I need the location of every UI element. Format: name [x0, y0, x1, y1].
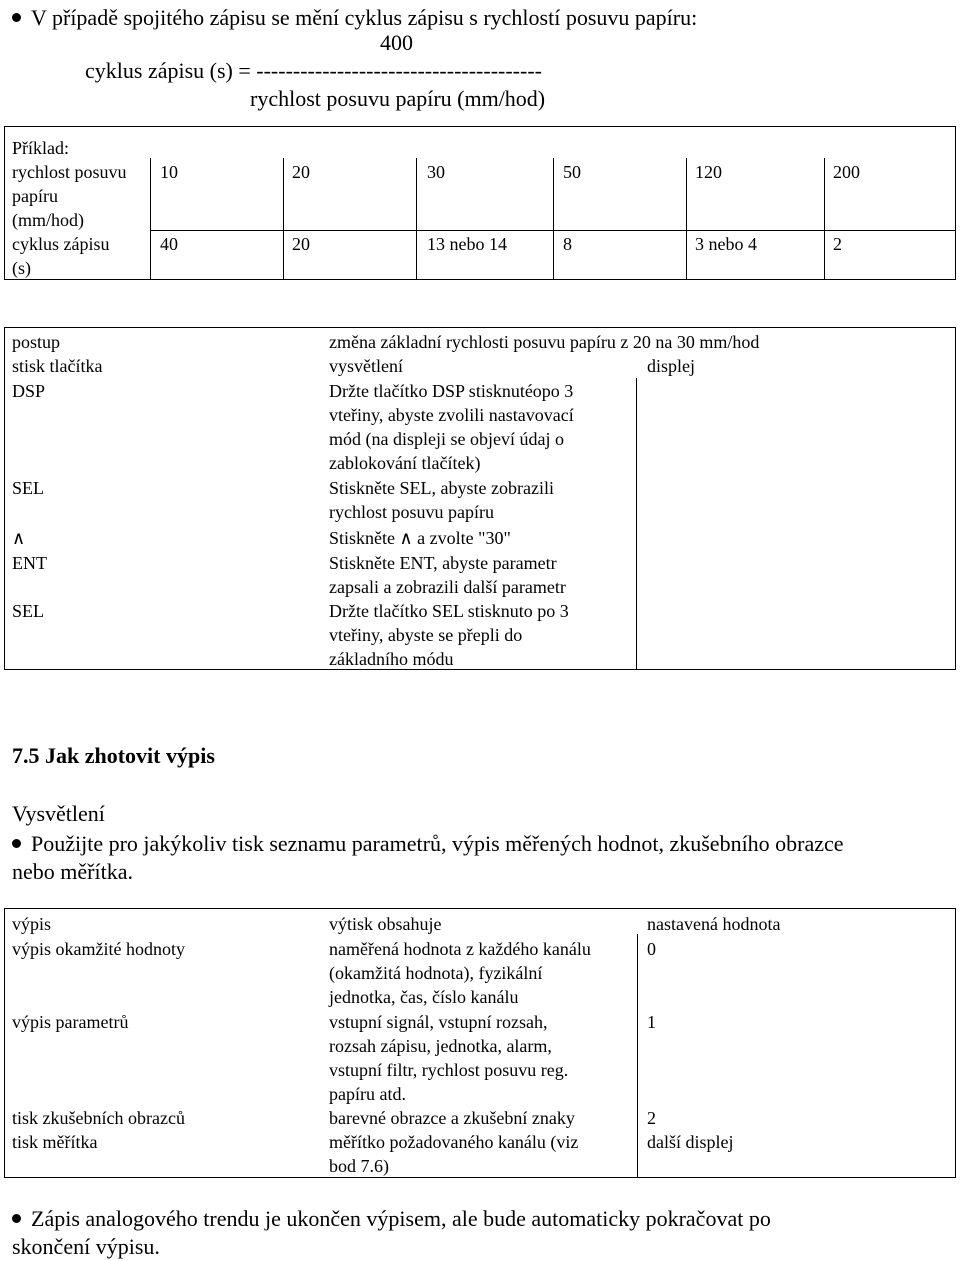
output-text: bod 7.6): [329, 1156, 389, 1176]
speed-value: 10: [160, 162, 178, 182]
speed-value: 200: [833, 162, 860, 182]
output-text: naměřená hodnota z každého kanálu: [329, 939, 591, 959]
step-text: mód (na displeji se objeví údaj o: [329, 429, 564, 449]
section-bullet: [12, 830, 844, 858]
final-bullet: [12, 1205, 771, 1233]
step-key-ent: ENT: [12, 553, 47, 573]
output-text: měřítko požadovaného kanálu (viz: [329, 1132, 579, 1152]
intro-text: V případě spojitého zápisu se mění cyklus zápisu s rychlostí posuvu papíru:: [31, 5, 698, 30]
row1-header-3: (mm/hod): [12, 210, 84, 230]
bullet-icon: [12, 13, 21, 22]
section-heading: 7.5 Jak zhotovit výpis: [12, 743, 215, 768]
output-header-hodnota: nastavená hodnota: [647, 914, 781, 934]
output-text: vstupní signál, vstupní rozsah,: [329, 1012, 548, 1032]
output-value: 1: [647, 1012, 656, 1032]
step-text: Držte tlačítko DSP stisknutéopo 3: [329, 381, 574, 401]
cycle-value: 20: [292, 234, 310, 254]
row2-header-1: cyklus zápisu: [12, 234, 110, 254]
header-displej: displej: [647, 356, 695, 376]
final-text: Zápis analogového trendu je ukončen výpisem, ale bude automaticky pokračovat po: [31, 1206, 771, 1231]
procedure-col1-title: postup: [12, 332, 61, 352]
cycle-value: 8: [563, 234, 572, 254]
row1-header-1: rychlost posuvu: [12, 162, 127, 182]
formula-numerator: 400: [380, 30, 413, 55]
step-text: Stiskněte SEL, abyste zobrazili: [329, 478, 554, 498]
step-text: rychlost posuvu papíru: [329, 502, 494, 522]
speed-value: 30: [427, 162, 445, 182]
output-value: 2: [647, 1108, 656, 1128]
step-key-sel: SEL: [12, 478, 45, 498]
bullet-icon: [12, 839, 21, 848]
section-bullet-cont: nebo měřítka.: [12, 859, 133, 884]
step-key-dsp: DSP: [12, 381, 46, 401]
output-value: 0: [647, 939, 656, 959]
up-arrow-icon: ∧: [12, 528, 26, 548]
row1-header-2: papíru: [12, 186, 58, 206]
output-text: (okamžitá hodnota), fyzikální: [329, 963, 543, 983]
step-text: zablokování tlačítek): [329, 453, 481, 473]
output-value: další displej: [647, 1132, 734, 1152]
example-label: Příklad:: [12, 138, 69, 158]
formula-denominator: rychlost posuvu papíru (mm/hod): [250, 86, 546, 111]
final-text-cont: skončení výpisu.: [12, 1234, 160, 1259]
procedure-col2-title: změna základní rychlosti posuvu papíru z 20 na 30 mm/hod: [329, 332, 760, 352]
row2-header-2: (s): [12, 258, 31, 278]
cycle-value: 2: [833, 234, 842, 254]
step-text: Stiskněte ENT, abyste parametr: [329, 553, 557, 573]
step-text: Stiskněte ∧ a zvolte "30": [329, 528, 511, 548]
step-text: vteřiny, abyste se přepli do: [329, 625, 523, 645]
step-text: zapsali a zobrazili další parametr: [329, 577, 566, 597]
step-key-sel: SEL: [12, 601, 45, 621]
output-text: vstupní filtr, rychlost posuvu reg.: [329, 1060, 569, 1080]
cycle-value: 40: [160, 234, 178, 254]
output-header-obsah: výtisk obsahuje: [329, 914, 442, 934]
step-text: Držte tlačítko SEL stisknuto po 3: [329, 601, 569, 621]
step-text: základního módu: [329, 649, 454, 669]
speed-value: 20: [292, 162, 310, 182]
output-text: papíru atd.: [329, 1084, 406, 1104]
speed-value: 50: [563, 162, 581, 182]
output-name: tisk měřítka: [12, 1132, 98, 1152]
section-subtitle: Vysvětlení: [12, 801, 105, 826]
intro-bullet: [12, 4, 697, 32]
bullet-icon: [12, 1214, 21, 1223]
section-bullet-text: Použijte pro jakýkoliv tisk seznamu parametrů, výpis měřených hodnot, zkušebního obrazce: [31, 831, 844, 856]
output-header-vypis: výpis: [12, 914, 52, 934]
formula-left: cyklus zápisu (s) = ---------------------------------------: [85, 58, 542, 83]
cycle-value: 13 nebo 14: [427, 234, 507, 254]
header-vysvetleni: vysvětlení: [329, 356, 403, 376]
output-text: barevné obrazce a zkušební znaky: [329, 1108, 575, 1128]
output-text: jednotka, čas, číslo kanálu: [329, 987, 519, 1007]
speed-value: 120: [695, 162, 722, 182]
output-text: rozsah zápisu, jednotka, alarm,: [329, 1036, 552, 1056]
output-name: výpis parametrů: [12, 1012, 129, 1032]
header-stisk: stisk tlačítka: [12, 356, 103, 376]
step-text: vteřiny, abyste zvolili nastavovací: [329, 405, 574, 425]
output-name: výpis okamžité hodnoty: [12, 939, 185, 959]
output-name: tisk zkušebních obrazců: [12, 1108, 185, 1128]
cycle-value: 3 nebo 4: [695, 234, 757, 254]
